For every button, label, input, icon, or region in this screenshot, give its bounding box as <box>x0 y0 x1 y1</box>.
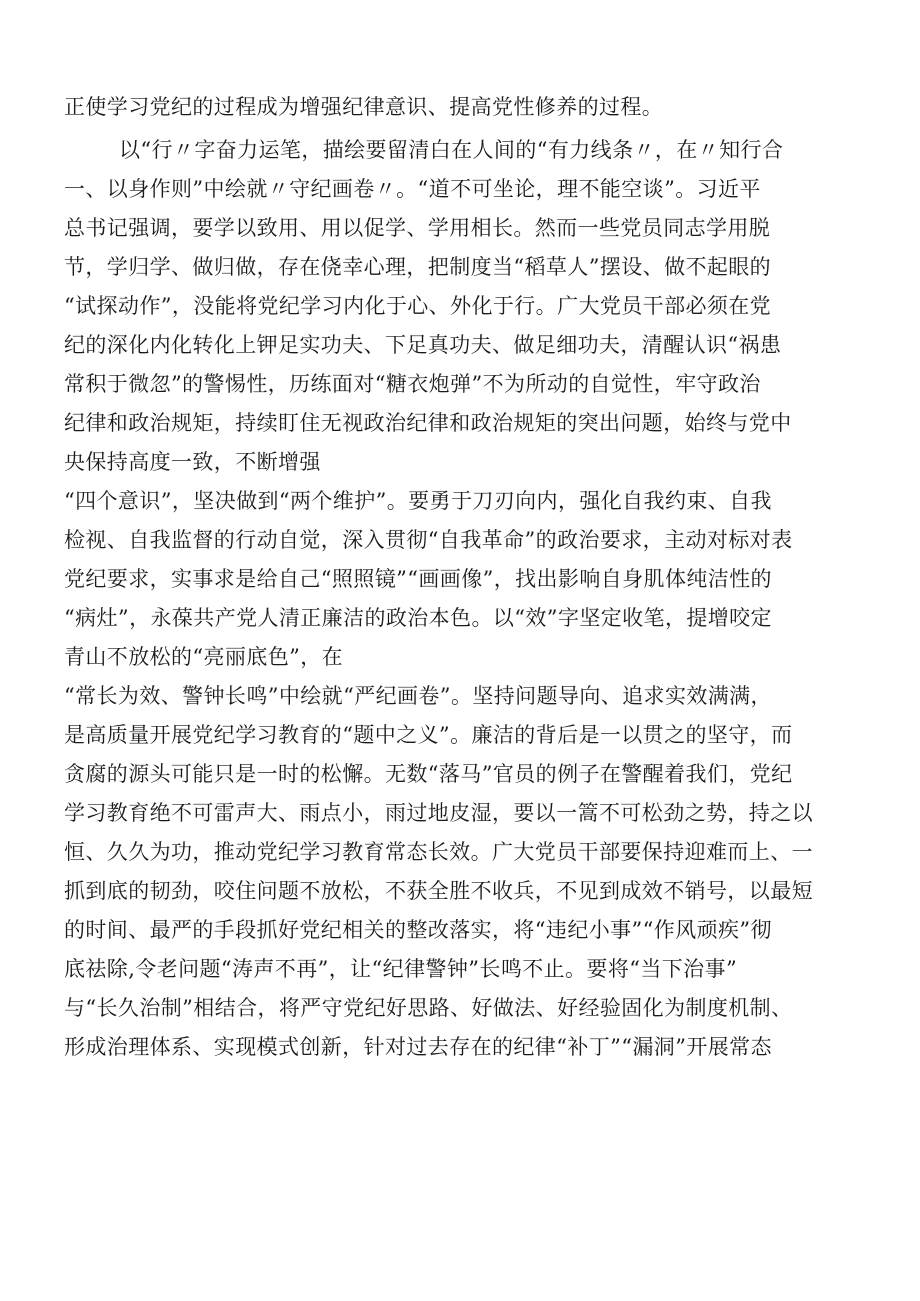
text-line-25: 形成治理体系、实现模式创新，针对过去存在的纪律“补丁”“漏洞”开展常态 <box>64 1035 772 1059</box>
text-line-2: 以“行〃字奋力运笔，描绘要留清白在人间的“有力线条〃，在〃知行合 <box>119 138 784 162</box>
text-line-6: “试探动作”，没能将党纪学习内化于心、外化于行。广大党员干部必须在党 <box>64 294 772 318</box>
text-line-10: 央保持高度一致，不断增强 <box>64 450 321 474</box>
text-line-18: 贪腐的源头可能只是一时的松懈。无数“落马”官员的例子在警醒着我们，党纪 <box>64 762 793 786</box>
text-line-23: 底祛除,令老问题“涛声不再”，让“纪律警钟”长鸣不止。要将“当下治事” <box>64 957 738 981</box>
text-line-3: 一、以身作则”中绘就〃守纪画卷〃。“道不可坐论，理不能空谈”。习近平 <box>64 177 761 201</box>
text-line-9: 纪律和政治规矩，持续盯住无视政治纪律和政治规矩的突出问题，始终与党中 <box>64 411 792 435</box>
text-line-17: 是高质量开展党纪学习教育的“题中之义”。廉洁的背后是一以贯之的坚守，而 <box>64 723 793 747</box>
text-line-8: 常积于微忽”的警惕性，历练面对“糖衣炮弹”不为所动的自觉性，牢守政治 <box>64 372 761 396</box>
text-line-24: 与“长久治制”相结合，将严守党纪好思路、好做法、好经验固化为制度机制、 <box>64 996 793 1020</box>
text-line-15: 青山不放松的“亮丽底色”，在 <box>64 645 344 669</box>
text-line-21: 抓到底的韧劲，咬住问题不放松，不获全胜不收兵，不见到成效不销号，以最短 <box>64 879 813 903</box>
text-line-7: 纪的深化内化转化上钾足实功夫、下足真功夫、做足细功夫，清醒认识“祸患 <box>64 333 782 357</box>
text-line-13: 党纪要求，实事求是给自己“照照镜”“画画像”，找出影响自身肌体纯洁性的 <box>64 567 772 591</box>
text-line-1: 正使学习党纪的过程成为增强纪律意识、提高党性修养的过程。 <box>64 95 664 119</box>
text-line-14: “病灶”，永葆共产党人清正廉洁的政治本色。以“效”字坚定收笔，提增咬定 <box>64 606 772 630</box>
text-line-11: “四个意识”，坚决做到“两个维护”。要勇于刀刃向内，强化自我约束、自我 <box>64 489 772 513</box>
text-line-12: 检视、自我监督的行动自觉，深入贯彻“自我革命”的政治要求，主动对标对表 <box>64 528 793 552</box>
text-line-16: “常长为效、警钟长鸣”中绘就“严纪画卷”。坚持问题导向、追求实效满满， <box>64 684 772 708</box>
text-line-20: 恒、久久为功，推动党纪学习教育常态长效。广大党员干部要保持迎难而上、一 <box>64 840 813 864</box>
text-line-19: 学习教育绝不可雷声大、雨点小，雨过地皮湿，要以一篙不可松劲之势，持之以 <box>64 801 813 825</box>
document-body <box>64 88 864 1067</box>
text-line-5: 节，学归学、做归做，存在侥幸心理，把制度当“稻草人”摆设、做不起眼的 <box>64 255 772 279</box>
text-line-22: 的时间、最严的手段抓好党纪相关的整改落实，将“违纪小事”“作风顽疾”彻 <box>64 918 772 942</box>
text-line-4: 总书记强调，要学以致用、用以促学、学用相长。然而一些党员同志学用脱 <box>64 216 771 240</box>
